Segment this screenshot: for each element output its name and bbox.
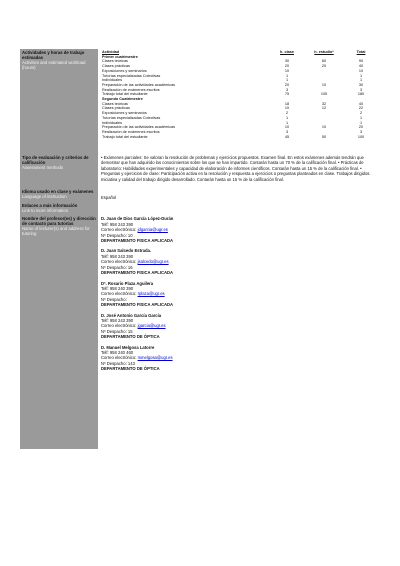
activity-total-hours: 1 — [359, 78, 363, 83]
language-label-en: Language of instruction — [22, 194, 67, 200]
contact-card — [101, 248, 377, 275]
activity-total-hours: 180 — [357, 92, 365, 97]
activity-class-hours: 18 — [284, 101, 290, 106]
activity-class-hours: 3 — [285, 87, 289, 92]
contacts-list — [98, 215, 380, 377]
activity-class-hours: 20 — [284, 64, 290, 69]
contact-card — [101, 313, 377, 340]
activity-name: Individuales — [102, 120, 123, 125]
course-sheet — [20, 48, 380, 378]
contact-department: DEPARTAMENTO FISICA APLICADA — [101, 302, 174, 308]
contact-phone: Telf: 958 243 390 — [101, 253, 134, 259]
activity-name: Clases teóricas — [102, 59, 128, 64]
language-content-cell — [98, 188, 380, 201]
activity-total-hours: 1 — [359, 115, 363, 120]
activity-study-hours: 10 — [321, 82, 327, 87]
activity-class-hours: 30 — [284, 59, 290, 64]
links-label-cell — [20, 202, 98, 214]
activity-class-hours: 3 — [285, 129, 289, 134]
contact-email-link[interactable]: jdgarcia@ugr.es — [137, 227, 168, 233]
contact-office-label: Nº Despacho: — [101, 264, 127, 270]
contact-name: D. Juan de Dios García López-Durán — [101, 216, 174, 222]
contact-office: 15 — [127, 328, 133, 334]
contact-phone: Telf: 958 243 390 — [101, 317, 134, 323]
activities-body — [101, 55, 377, 140]
contact-department: DEPARTAMENTO DE ÓPTICA — [101, 334, 160, 340]
activity-name: Tutorías especializadas Colectivas — [102, 115, 161, 120]
activity-name: Trabajo total del estudiante — [102, 134, 148, 139]
activities-label: Actividades y horas de trabajo estimadas — [22, 50, 85, 60]
contact-name: D. Manuel Melgosa Latorre — [101, 344, 155, 350]
contact-office: 10 — [127, 232, 133, 238]
contacts-row — [20, 214, 380, 377]
activity-class-hours: 1 — [285, 73, 289, 78]
contact-email-link[interactable]: mmelgosa@ugr.es — [137, 355, 173, 361]
activity-name: Individuales — [102, 78, 123, 83]
activity-class-hours: 2 — [285, 111, 289, 116]
contact-name: Dª. Rosario Plaza Aguilera — [101, 280, 154, 286]
header-study-hours: h. estudio* — [314, 50, 334, 54]
contact-email-label: Correo electrónico: — [101, 323, 137, 329]
evaluation-label-cell — [20, 154, 98, 183]
activity-total-hours: 20 — [358, 125, 364, 130]
activity-study-hours: 60 — [321, 59, 327, 64]
activity-class-hours: 1 — [285, 115, 289, 120]
contact-department: DEPARTAMENTO FISICA APLICADA — [101, 270, 174, 276]
activity-class-hours: 20 — [284, 82, 290, 87]
language-row — [20, 187, 380, 201]
activity-class-hours: 10 — [284, 68, 290, 73]
activity-total-hours: 22 — [358, 106, 364, 111]
activity-name: Primer cuatrimestre — [102, 54, 138, 59]
contact-department: DEPARTAMENTO DE ÓPTICA — [101, 366, 160, 372]
activity-study-hours: 10 — [321, 125, 327, 130]
activity-name: Preparación de las actividades académicas — [102, 82, 176, 87]
activity-study-hours: 20 — [321, 64, 327, 69]
activity-study-hours: 50 — [321, 134, 327, 139]
contacts-label-en: Name of lecturer(s) and address for tutoring — [22, 226, 90, 237]
activity-class-hours: 1 — [285, 78, 289, 83]
activity-name: Realización de exámenes escritos — [102, 129, 160, 134]
activity-total-hours: 90 — [358, 59, 364, 64]
activity-total-hours: 1 — [359, 73, 363, 78]
activity-name: Clases prácticas — [102, 106, 130, 111]
language-label: Idioma usado en clase y exámenes — [22, 189, 94, 195]
contacts-label: Nombre del profesor(es) y dirección de contacto para tutorías — [22, 216, 96, 227]
contact-email-link[interactable]: rplaza@ugr.es — [137, 291, 165, 297]
activity-name: Tutorías especializadas Colectivas — [102, 73, 161, 78]
activity-class-hours: 45 — [284, 134, 290, 139]
activity-study-hours: 32 — [321, 101, 327, 106]
contact-phone: Telf: 958 240 460 — [101, 349, 134, 355]
contact-phone: Telf: 958 240 390 — [101, 285, 134, 291]
activity-total-hours: 100 — [357, 134, 365, 139]
contact-email-label: Correo electrónico: — [101, 291, 137, 297]
contact-email-label: Correo electrónico: — [101, 259, 137, 265]
contact-card — [101, 345, 377, 372]
activity-name: Clases teóricas — [102, 101, 128, 106]
activity-name: Exposiciones y seminarios — [102, 111, 147, 116]
activities-table — [101, 50, 377, 139]
activity-study-hours: 12 — [321, 106, 327, 111]
activity-total-hours: 40 — [358, 101, 364, 106]
evaluation-content-cell — [98, 154, 380, 183]
activity-total-hours: 40 — [358, 64, 364, 69]
activity-total-hours: 10 — [358, 68, 364, 73]
links-label-en: Link to more information — [22, 208, 69, 214]
activity-class-hours: 75 — [284, 92, 290, 97]
activity-total-hours: 30 — [358, 82, 364, 87]
contact-card — [101, 281, 377, 308]
activity-total-hours: 1 — [359, 120, 363, 125]
evaluation-text: • Exámenes parciales: Se valoran la resolución de problemas y ejercicios propuestos. Examen final. En estos exámenes además tendrán que demostrar que han adquirido los conocimientos sobre los que se han impartido. Contarán hasta un 70 % de la calificación final. • Prácticas de laboratorio: Habilidades experimentales y capacidad de elaboración de informes científicos. Contarán hasta un 15 % de la calificación final. • Preguntas y ejercicios de clase: Participación activa en la resolución y respuesta a ejercicios o preguntas planteados en clase. Trabajos dirigidos. Iniciativa y calidad del trabajo dirigido desarrollado. Contarán hasta un 15 % de la calificación final. — [101, 155, 371, 182]
activity-name: Preparación de las actividades académicas — [102, 125, 176, 130]
contact-email-link[interactable]: jgarcia@ugr.es — [137, 323, 166, 329]
contact-office: 16 — [127, 264, 133, 270]
activity-total-hours: 3 — [359, 87, 363, 92]
activity-name: Clases prácticas — [102, 64, 130, 69]
activities-label-en: Activities and estimated workload (hours) — [22, 60, 86, 70]
contact-email-link[interactable]: jsalcedo@ugr.es — [137, 259, 169, 265]
activity-name: Realización de exámenes escritos — [102, 87, 160, 92]
contact-email-label: Correo electrónico: — [101, 227, 137, 233]
contact-office-label: Nº Despacho: — [101, 360, 127, 366]
header-total: Total — [356, 50, 366, 54]
contact-name: D. Juan Salcedo Estrada. — [101, 248, 152, 254]
contact-name: D. José Antonio García García — [101, 312, 162, 318]
evaluation-label-en: Assessment methods — [22, 165, 64, 170]
links-label: Enlaces a más información — [22, 203, 78, 209]
evaluation-row — [20, 153, 380, 183]
links-content-cell — [98, 202, 380, 214]
header-class-hours: h. clase — [280, 50, 294, 54]
contact-card — [101, 216, 377, 243]
activity-class-hours: 10 — [284, 106, 290, 111]
activity-study-hours: 105 — [320, 92, 328, 97]
activity-name: Segundo Cuatrimestre — [102, 97, 143, 102]
contact-office-label: Nº Despacho: — [101, 328, 127, 334]
links-row — [20, 201, 380, 214]
activity-total-hours: 2 — [359, 111, 363, 116]
contact-department: DEPARTAMENTO FISICA APLICADA — [101, 238, 174, 244]
activity-name: Exposiciones y seminarios — [102, 68, 147, 73]
activities-content-cell — [98, 49, 380, 154]
contact-office-label: Nº Despacho: — [101, 296, 127, 302]
contact-phone: Telf: 958 243 390 — [101, 221, 134, 227]
contact-office: 143 — [127, 360, 135, 366]
language-value: Español — [101, 195, 117, 201]
contact-email-label: Correo electrónico: — [101, 355, 137, 361]
contacts-label-cell — [20, 215, 98, 377]
evaluation-label: Tipo de evaluación y criterios de calificación — [22, 155, 89, 165]
language-label-cell — [20, 188, 98, 201]
activity-total-hours: 3 — [359, 129, 363, 134]
contact-office-label: Nº Despacho: — [101, 232, 127, 238]
activity-class-hours: 10 — [284, 125, 290, 130]
header-activity: Actividad — [102, 50, 120, 54]
activity-row — [101, 135, 377, 140]
activity-name: Trabajo total del estudiante — [102, 92, 148, 97]
activity-class-hours: 1 — [285, 120, 289, 125]
